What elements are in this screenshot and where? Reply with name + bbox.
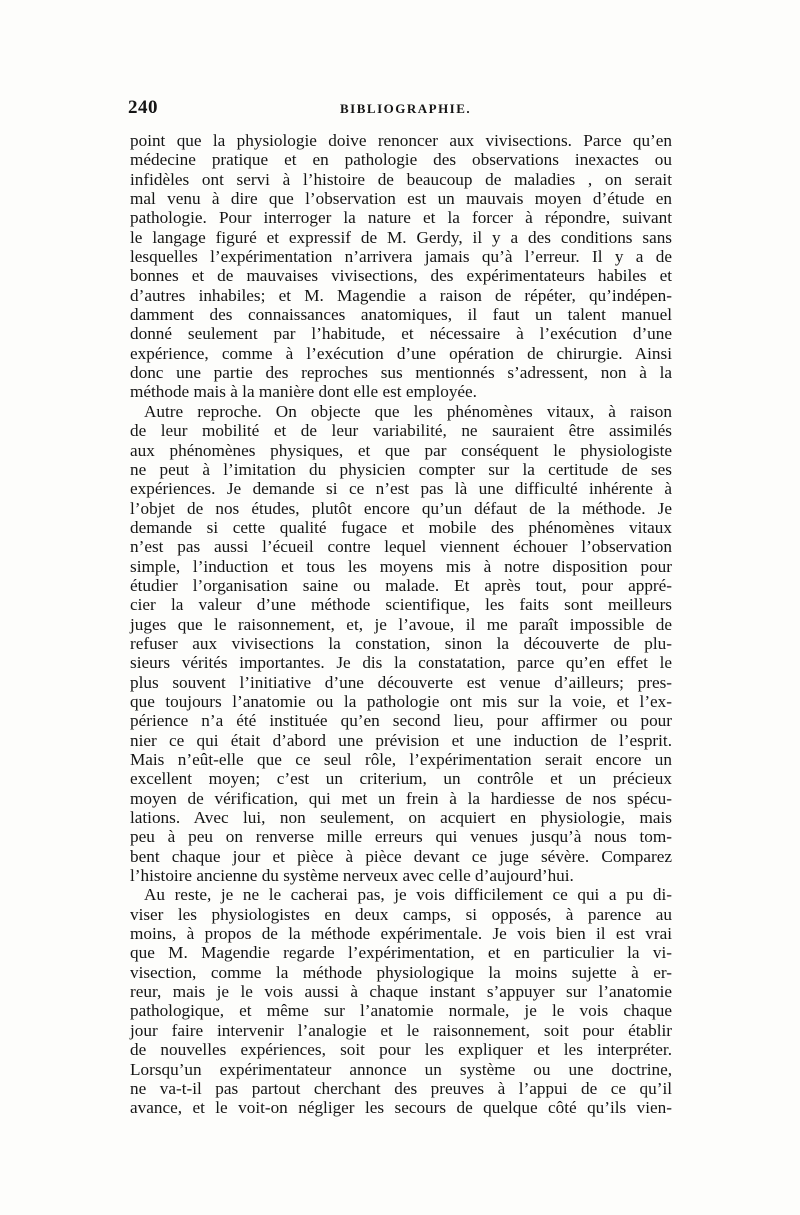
text-line: donné seulement par l’habitude, et nécessaire à l’exécution d’une bbox=[130, 324, 672, 344]
text-line: expérience, comme à l’exécution d’une opération de chirurgie. Ainsi bbox=[130, 343, 672, 363]
text-line: excellent moyen; c’est un criterium, un contrôle et un précieux bbox=[130, 769, 672, 789]
text-line: aux phénomènes physiques, et que par conséquent le physiologiste bbox=[130, 440, 672, 460]
text-line: l’histoire ancienne du système nerveux avec celle d’aujourd’hui. bbox=[130, 866, 574, 886]
text-line: Autre reproche. On objecte que les phénomènes vitaux, à raison bbox=[144, 401, 672, 421]
text-line: donc une partie des reproches sus mentionnés s’adressent, non à la bbox=[130, 363, 672, 383]
text-line: d’autres inhabiles; et M. Magendie a raison de répéter, qu’indépen- bbox=[130, 285, 672, 305]
text-line: de nouvelles expériences, soit pour les expliquer et les interpréter. bbox=[130, 1040, 672, 1060]
text-line: que toujours l’anatomie ou la pathologie ont mis sur la voie, et l’ex- bbox=[130, 691, 672, 711]
text-line: l’objet de nos études, plutôt encore qu’un défaut de la méthode. Je bbox=[130, 498, 672, 518]
text-line: Mais n’eût-elle que ce seul rôle, l’expérimentation serait encore un bbox=[130, 750, 672, 769]
paragraph-2 bbox=[130, 402, 672, 886]
paragraph-1 bbox=[130, 131, 672, 402]
text-line: Au reste, je ne le cacherai pas, je vois difficilement ce qui a pu di- bbox=[144, 885, 672, 905]
text-line: que M. Magendie regarde l’expérimentation, et en particulier la vi- bbox=[130, 943, 672, 963]
text-line: juges que le raisonnement, et, je l’avoue, il me paraît impossible de bbox=[130, 614, 672, 634]
text-line: mal venu à dire que l’observation est un mauvais moyen d’étude en bbox=[130, 189, 672, 209]
text-line: demande si cette qualité fugace et mobile des phénomènes vitaux bbox=[130, 517, 672, 537]
text-line: plus souvent l’initiative d’une découverte est venue d’ailleurs; pres- bbox=[130, 672, 672, 692]
text-line: étudier l’organisation saine ou malade. Et après tout, pour appré- bbox=[130, 575, 672, 595]
text-line: avance, et le voit-on négliger les secours de quelque côté qu’ils vien- bbox=[130, 1098, 672, 1118]
text-line: de leur mobilité et de leur variabilité, ne sauraient être assimilés bbox=[130, 421, 672, 441]
text-line: moins, à propos de la méthode expérimentale. Je vois bien il est vrai bbox=[130, 924, 672, 944]
text-line: refuser aux vivisections la constation, sinon la découverte de plu- bbox=[130, 633, 672, 653]
text-line: bent chaque jour et pièce à pièce devant ce juge sévère. Comparez bbox=[130, 846, 672, 866]
text-line: point que la physiologie doive renoncer aux vivisections. Parce qu’en bbox=[130, 131, 672, 150]
text-line: méthode mais à la manière dont elle est employée. bbox=[130, 382, 477, 402]
text-line: n’est pas aussi l’écueil contre lequel viennent échouer l’observation bbox=[130, 537, 672, 557]
page-number: 240 bbox=[128, 97, 158, 118]
paragraph-3 bbox=[130, 885, 672, 1117]
text-line: moyen de vérification, qui met un frein à la hardiesse de nos spécu- bbox=[130, 788, 672, 808]
text-line: médecine pratique et en pathologie des observations inexactes ou bbox=[130, 150, 672, 170]
text-line: ne va-t-il pas partout cherchant des preuves à l’appui de ce qu’il bbox=[130, 1078, 672, 1098]
running-title: BIBLIOGRAPHIE. bbox=[340, 101, 472, 116]
text-line: sieurs vérités importantes. Je dis la constatation, parce qu’en effet le bbox=[130, 653, 672, 673]
running-head bbox=[128, 97, 674, 121]
text-line: infidèles ont servi à l’histoire de beaucoup de maladies , on serait bbox=[130, 169, 672, 189]
text-line: visection, comme la méthode physiologique la moins sujette à er- bbox=[130, 962, 672, 982]
text-line: jour faire intervenir l’analogie et le raisonnement, soit pour établir bbox=[130, 1020, 672, 1040]
text-line: Lorsqu’un expérimentateur annonce un système ou une doctrine, bbox=[130, 1059, 672, 1079]
text-line: pathologie. Pour interroger la nature et la forcer à répondre, suivant bbox=[130, 208, 672, 228]
text-line: reur, mais je le vois aussi à chaque instant s’appuyer sur l’anatomie bbox=[130, 982, 672, 1002]
text-line: périence n’a été instituée qu’en second lieu, pour affirmer ou pour bbox=[130, 711, 672, 731]
text-line: nier ce qui était d’abord une prévision et une induction de l’esprit. bbox=[130, 730, 672, 750]
text-line: viser les physiologistes en deux camps, si opposés, à parence au bbox=[130, 904, 672, 924]
body-text bbox=[130, 131, 672, 1118]
text-line: lesquelles l’expérimentation n’arrivera jamais qu’à l’erreur. Il y a de bbox=[130, 247, 672, 267]
text-line: damment des connaissances anatomiques, il faut un talent manuel bbox=[130, 305, 672, 325]
text-line: cier la valeur d’une méthode scientifique, les faits sont meilleurs bbox=[130, 595, 672, 615]
text-line: lations. Avec lui, non seulement, on acquiert en physiologie, mais bbox=[130, 808, 672, 828]
text-line: ne peut à l’imitation du physicien compter sur la certitude de ses bbox=[130, 459, 672, 479]
text-line: le langage figuré et expressif de M. Gerdy, il y a des conditions sans bbox=[130, 227, 672, 247]
text-line: pathologique, et même sur l’anatomie normale, je le vois chaque bbox=[130, 1001, 672, 1021]
text-line: peu à peu on renverse mille erreurs qui venues jusqu’à nous tom- bbox=[130, 827, 672, 847]
text-line: simple, l’induction et tous les moyens mis à notre disposition pour bbox=[130, 556, 672, 576]
text-line: bonnes et de mauvaises vivisections, des expérimentateurs habiles et bbox=[130, 266, 672, 286]
text-line: expériences. Je demande si ce n’est pas là une difficulté inhérente à bbox=[130, 479, 672, 499]
